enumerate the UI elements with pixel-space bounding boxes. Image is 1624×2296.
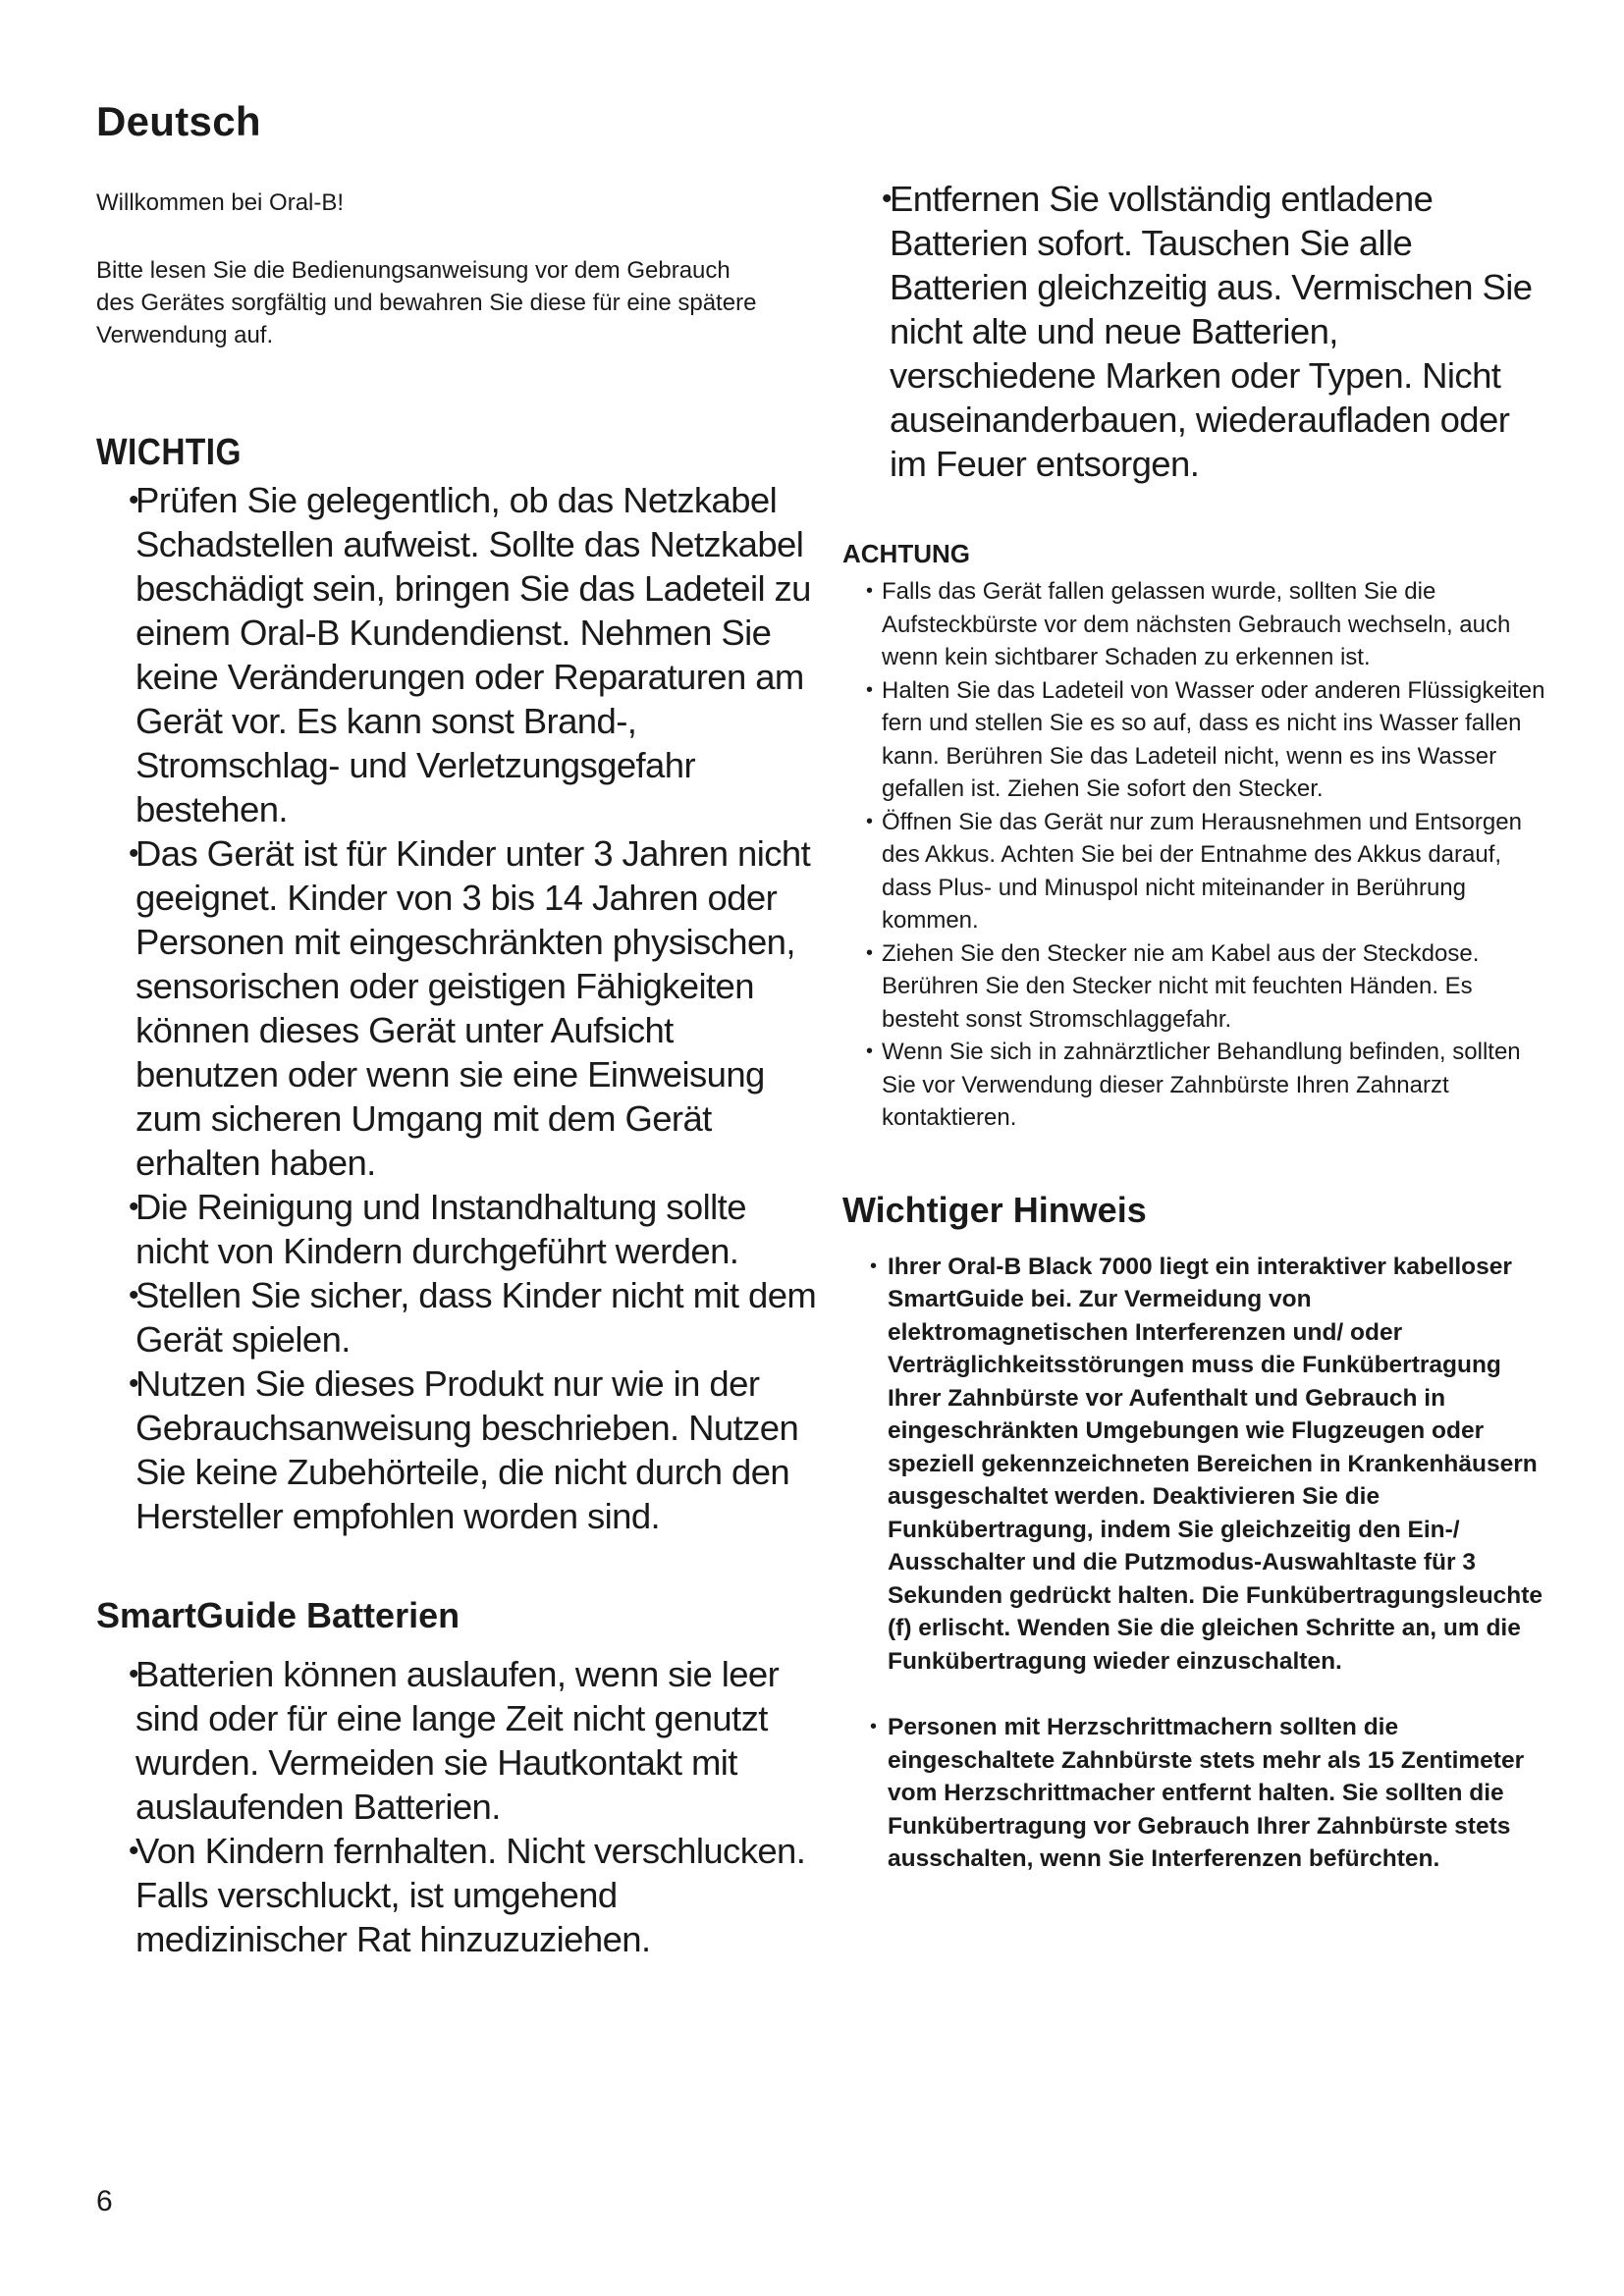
bullet-icon: • — [870, 1716, 878, 1737]
page-number: 6 — [96, 2185, 113, 2217]
bullet-icon: • — [129, 1658, 138, 1690]
hinweis-list — [842, 1251, 1549, 1876]
wichtig-list — [96, 478, 823, 1538]
bullet-icon: • — [866, 1041, 874, 1062]
bullet-icon: • — [129, 1191, 138, 1223]
list-item: • Ihrer Oral-B Black 7000 liegt ein interaktiver kabelloser SmartGuide bei. Zur Vermeidung von elektromagnetischen Interferenzen und/ oder Verträglichkeitsstörungen muss die Funkübertragung Ihrer Zahnbürste vor Aufenthalt und Gebrauch in eingeschränkten Umgebungen wie Flugzeugen oder speziell gekennzeichneten Bereichen in Krankenhäusern ausgeschaltet werden. Deaktivieren Sie die Funkübertragung, indem Sie gleichzeitig den Ein-/ Ausschalter und die Putzmodus-Auswahltaste für 3 Sekunden gedrückt halten. Die Funkübertragungsleuchte (f) erlischt. Wenden Sie die gleichen Schritte an, um die Funkübertragung wieder einzuschalten. — [842, 1251, 1549, 1679]
battery-list-continued — [842, 177, 1549, 486]
bullet-icon: • — [866, 580, 874, 602]
list-item: • Prüfen Sie gelegentlich, ob das Netzkabel Schadstellen aufweist. Sollte das Netzkabel beschädigt sein, bringen Sie das Ladeteil zu einem Oral-B Kundendienst. Nehmen Sie keine Veränderungen oder Reparaturen am Gerät vor. Es kann sonst Brand-, Stromschlag- und Verletzungsgefahr bestehen. — [129, 480, 811, 829]
list-item: • Wenn Sie sich in zahnärztlicher Behandlung befinden, sollten Sie vor Verwendung dieser Zahnbürste Ihren Zahnarzt kontaktieren. — [842, 1036, 1549, 1135]
list-item: • Falls das Gerät fallen gelassen wurde, sollten Sie die Aufsteckbürste vor dem nächsten Gebrauch wechseln, auch wenn kein sichtbarer Schaden zu erkennen ist. — [842, 575, 1549, 674]
bullet-icon: • — [129, 1835, 138, 1867]
bullet-icon: • — [866, 678, 874, 701]
list-item: • Halten Sie das Ladeteil von Wasser oder anderen Flüssigkeiten fern und stellen Sie es so auf, dass es nicht ins Wasser fallen kann. Berühren Sie das Ladeteil nicht, wenn es ins Wasser gefallen ist. Ziehen Sie sofort den Stecker. — [842, 674, 1549, 806]
list-item: • Öffnen Sie das Gerät nur zum Herausnehmen und Entsorgen des Akkus. Achten Sie bei der Entnahme des Akkus darauf, dass Plus- und Minuspol nicht miteinander in Berührung kommen. — [842, 806, 1549, 937]
smartguide-list — [96, 1652, 823, 1961]
achtung-heading: ACHTUNG — [842, 539, 970, 568]
list-item: • Entfernen Sie vollständig entladene Batterien sofort. Tauschen Sie alle Batterien gleichzeitig aus. Vermischen Sie nicht alte und neue Batterien, verschiedene Marken oder Typen. Nicht auseinanderbauen, wiederaufladen oder im Feuer entsorgen. — [882, 179, 1533, 484]
smartguide-heading: SmartGuide Batterien — [96, 1595, 460, 1635]
list-item: • Das Gerät ist für Kinder unter 3 Jahren nicht geeignet. Kinder von 3 bis 14 Jahren oder Personen mit eingeschränkten physischen, sensorischen oder geistigen Fähigkeiten können dieses Gerät unter Aufsicht benutzen oder wenn sie eine Einweisung zum sicheren Umgang mit dem Gerät erhalten haben. — [129, 833, 811, 1183]
list-item: • Ziehen Sie den Stecker nie am Kabel aus der Steckdose. Berühren Sie den Stecker nicht mit feuchten Händen. Es besteht sonst Stromschlaggefahr. — [842, 937, 1549, 1037]
intro-text: Bitte lesen Sie die Bedienungsanweisung vor dem Gebrauch des Gerätes sorgfältig und bewahren Sie diese für eine spätere Verwendung auf. — [96, 257, 757, 348]
bullet-icon: • — [129, 1279, 138, 1311]
achtung-list — [842, 575, 1549, 1135]
wichtig-heading: WICHTIG — [96, 432, 242, 473]
bullet-icon: • — [129, 837, 138, 870]
right-column — [842, 177, 1549, 1876]
list-item: • Von Kindern fernhalten. Nicht verschlucken. Falls verschluckt, ist umgehend medizinischer Rat hinzuzuziehen. — [129, 1831, 806, 1959]
left-column — [96, 98, 823, 1961]
bullet-icon: • — [882, 183, 892, 215]
bullet-icon: • — [129, 1367, 138, 1400]
bullet-icon: • — [866, 810, 874, 832]
bullet-icon: • — [870, 1255, 878, 1277]
list-item: • Stellen Sie sicher, dass Kinder nicht mit dem Gerät spielen. — [129, 1275, 817, 1360]
list-item: • Die Reinigung und Instandhaltung sollte nicht von Kindern durchgeführt werden. — [129, 1187, 746, 1271]
language-heading: Deutsch — [96, 98, 261, 144]
bullet-icon: • — [866, 941, 874, 964]
hinweis-heading: Wichtiger Hinweis — [842, 1189, 1147, 1230]
welcome-text: Willkommen bei Oral-B! — [96, 189, 345, 216]
list-item: • Nutzen Sie dieses Produkt nur wie in der Gebrauchsanweisung beschrieben. Nutzen Sie keine Zubehörteile, die nicht durch den Hersteller empfohlen worden sind. — [129, 1363, 799, 1536]
bullet-icon: • — [129, 484, 138, 516]
list-item: • Personen mit Herzschrittmachern sollten die eingeschaltete Zahnbürste stets mehr als 15 Zentimeter vom Herzschrittmacher entfernt halten. Sie sollten die Funkübertragung vor Gebrauch Ihrer Zahnbürste stets ausschalten, wenn Sie Interferenzen befürchten. — [842, 1711, 1549, 1876]
list-item: • Batterien können auslaufen, wenn sie leer sind oder für eine lange Zeit nicht genutzt wurden. Vermeiden sie Hautkontakt mit auslaufenden Batterien. — [129, 1654, 780, 1827]
